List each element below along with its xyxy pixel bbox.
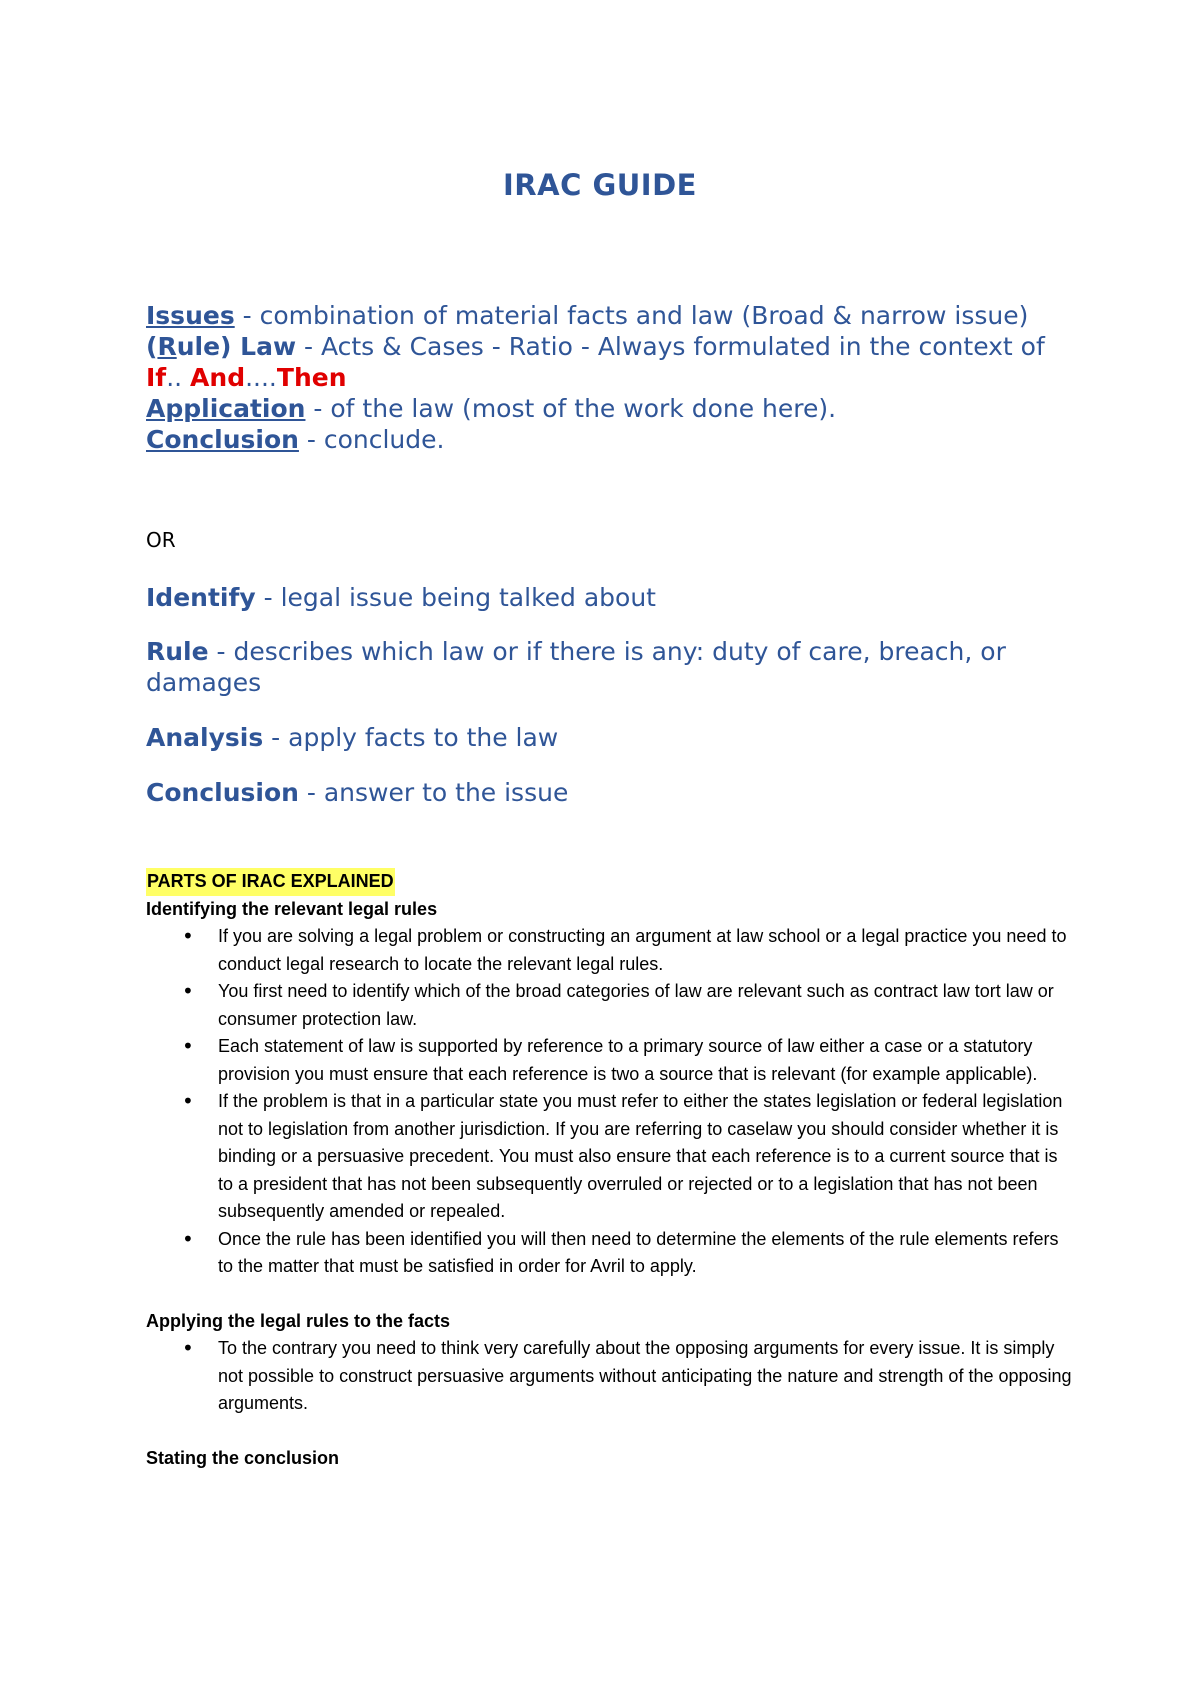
list-item: • Each statement of law is supported by reference to a primary source of law either a case or a statutory provision you must ensure that each reference is two a source that is relevant (for example applicable).: [218, 1033, 1076, 1088]
list-item: • To the contrary you need to think very carefully about the opposing arguments for every issue. It is simply not possible to construct persuasive arguments without anticipating the nature and strength of the opposing arguments.: [218, 1335, 1076, 1418]
rule-dots-2: ....: [245, 363, 277, 392]
alt-conclusion-label: Conclusion: [146, 778, 299, 807]
conclusion-text: - conclude.: [298, 425, 445, 454]
rule-line: [146, 331, 1076, 393]
identify-line: [146, 582, 1076, 613]
analysis-text: - apply facts to the law: [263, 723, 559, 752]
parts-heading: PARTS OF IRAC EXPLAINED: [146, 868, 395, 896]
alt-rule-text: - describes which law or if there is any: duty of care, breach, or damages: [146, 637, 1006, 697]
identify-text: - legal issue being talked about: [255, 583, 656, 612]
irac-definitions: [146, 300, 1076, 455]
issues-text: - combination of material facts and law (Broad & narrow issue): [234, 301, 1029, 330]
section-applying-title: Applying the legal rules to the facts: [146, 1310, 451, 1331]
rule-open: (: [146, 332, 158, 361]
list-item: • You first need to identify which of the broad categories of law are relevant such as contract law tort law or consumer protection law.: [218, 978, 1076, 1033]
issues-line: [146, 300, 1076, 331]
conclusion-label: Conclusion: [146, 425, 299, 454]
rule-label: ule) Law: [176, 332, 297, 361]
application-label: Application: [146, 394, 306, 423]
analysis-label: Analysis: [146, 723, 264, 752]
section-identifying-list: [146, 923, 1076, 1281]
identify-label: Identify: [146, 583, 256, 612]
parts-explained: [146, 868, 1076, 1472]
rule-r: R: [157, 332, 177, 361]
rule-text: - Acts & Cases - Ratio - Always formulated in the context of: [296, 332, 1045, 361]
alt-conclusion-line: [146, 777, 1076, 808]
rule-if: If: [146, 363, 167, 392]
list-item: • Once the rule has been identified you will then need to determine the elements of the rule elements refers to the matter that must be satisfied in order for Avril to apply.: [218, 1226, 1076, 1281]
alt-conclusion-text: - answer to the issue: [298, 778, 569, 807]
issues-label: Issues: [146, 301, 235, 330]
alt-rule-line: [146, 636, 1076, 698]
section-identifying-title: Identifying the relevant legal rules: [146, 898, 438, 919]
section-applying-list: [146, 1335, 1076, 1418]
analysis-line: [146, 722, 1076, 753]
list-item: • If you are solving a legal problem or constructing an argument at law school or a legal practice you need to conduct legal research to locate the relevant legal rules.: [218, 923, 1076, 978]
rule-then: Then: [276, 363, 347, 392]
application-text: - of the law (most of the work done here).: [305, 394, 837, 423]
rule-and: And: [190, 363, 246, 392]
alt-rule-label: Rule: [146, 637, 209, 666]
or-separator: OR: [146, 528, 176, 552]
application-line: [146, 393, 1076, 424]
conclusion-line: [146, 424, 1076, 455]
section-conclusion-title: Stating the conclusion: [146, 1447, 340, 1468]
rule-dots-1: ..: [166, 363, 183, 392]
page-title: IRAC GUIDE: [503, 168, 697, 202]
list-item: • If the problem is that in a particular state you must refer to either the states legislation or federal legislation not to legislation from another jurisdiction. If you are referring to caselaw you should consider whether it is binding or a persuasive precedent. You must also ensure that each reference is to a current source that is to a president that has not been subsequently overruled or rejected or to a legislation that has not been subsequently amended or repealed.: [218, 1088, 1076, 1226]
